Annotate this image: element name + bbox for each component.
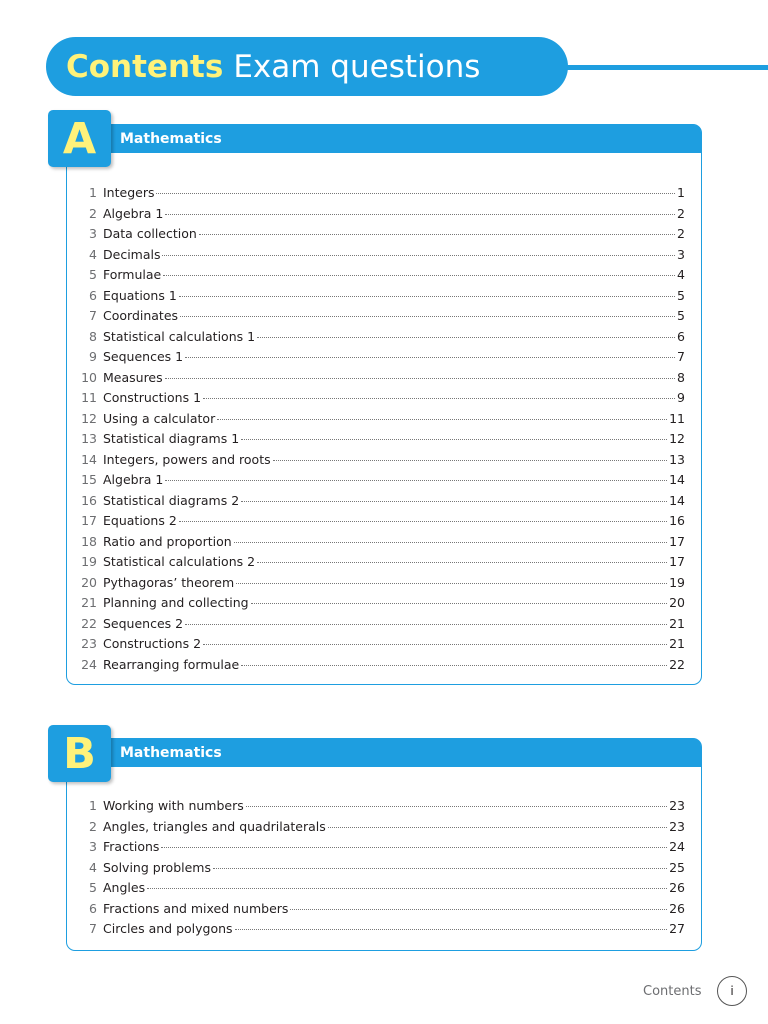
entry-number: 2 <box>89 818 97 834</box>
dot-leader <box>203 644 667 645</box>
entry-page: 5 <box>677 308 685 323</box>
entry-title: Statistical diagrams 1 <box>103 431 240 446</box>
entry-number: 4 <box>89 246 97 262</box>
toc-entry[interactable] <box>80 860 685 881</box>
entry-page: 20 <box>669 595 685 610</box>
entry-page: 16 <box>669 513 685 528</box>
entry-page: 9 <box>677 390 685 405</box>
dot-leader <box>185 624 667 625</box>
dot-leader <box>162 255 675 256</box>
entry-page: 26 <box>669 880 685 895</box>
entry-title: Data collection <box>103 226 197 241</box>
entry-title: Algebra 1 <box>103 472 164 487</box>
toc-entry[interactable] <box>80 657 685 678</box>
dot-leader <box>165 378 675 379</box>
entry-number: 6 <box>89 287 97 303</box>
entry-number: 3 <box>89 839 97 854</box>
section-heading: Mathematics <box>67 739 701 767</box>
toc-entry[interactable] <box>80 493 685 514</box>
entry-number: 16 <box>81 492 97 508</box>
toc-list <box>80 185 685 677</box>
toc-entry[interactable] <box>80 370 685 391</box>
entry-number: 1 <box>89 185 97 200</box>
dot-leader <box>165 480 667 481</box>
entry-number: 12 <box>81 410 97 426</box>
toc-entry[interactable] <box>80 308 685 329</box>
dot-leader <box>257 337 675 338</box>
toc-entry[interactable] <box>80 329 685 350</box>
entry-title: Ratio and proportion <box>103 533 232 549</box>
dot-leader <box>236 583 667 584</box>
entry-number: 1 <box>89 798 97 813</box>
title-rule <box>560 65 768 70</box>
entry-title: Circles and polygons <box>103 921 233 936</box>
entry-title: Measures <box>103 369 163 385</box>
dot-leader <box>241 439 667 440</box>
entry-number: 19 <box>81 554 97 569</box>
entry-page: 4 <box>677 267 685 282</box>
page-title-highlight: Contents <box>66 48 224 85</box>
toc-entry[interactable] <box>80 185 685 206</box>
entry-number: 5 <box>89 267 97 282</box>
toc-entry[interactable] <box>80 554 685 575</box>
dot-leader <box>199 234 675 235</box>
entry-title: Rearranging formulae <box>103 656 240 672</box>
dot-leader <box>203 398 675 399</box>
toc-entry[interactable] <box>80 431 685 452</box>
toc-entry[interactable] <box>80 206 685 227</box>
toc-list <box>80 798 685 942</box>
entry-page: 2 <box>677 205 685 221</box>
dot-leader <box>241 665 667 666</box>
entry-page: 21 <box>669 636 685 651</box>
dot-leader <box>165 214 675 215</box>
entry-page: 25 <box>669 859 685 875</box>
toc-entry[interactable] <box>80 349 685 370</box>
entry-number: 21 <box>81 595 97 610</box>
entry-page: 22 <box>669 656 685 672</box>
entry-page: 27 <box>669 921 685 936</box>
entry-title: Solving problems <box>103 859 211 875</box>
entry-number: 13 <box>81 431 97 446</box>
toc-entry[interactable] <box>80 636 685 657</box>
toc-entry[interactable] <box>80 288 685 309</box>
dot-leader <box>235 929 668 930</box>
entry-title: Statistical calculations 1 <box>103 328 256 344</box>
entry-title: Angles <box>103 880 146 895</box>
entry-number: 7 <box>89 308 97 323</box>
section-heading: Mathematics <box>67 125 701 153</box>
dot-leader <box>328 827 667 828</box>
entry-number: 11 <box>81 390 97 405</box>
dot-leader <box>180 316 675 317</box>
entry-number: 2 <box>89 205 97 221</box>
entry-page: 23 <box>669 798 685 813</box>
entry-title: Sequences 2 <box>103 615 184 631</box>
entry-number: 14 <box>81 451 97 467</box>
entry-title: Fractions <box>103 839 160 854</box>
toc-entry[interactable] <box>80 819 685 840</box>
toc-entry[interactable] <box>80 921 685 942</box>
toc-entry[interactable] <box>80 472 685 493</box>
entry-number: 22 <box>81 615 97 631</box>
entry-number: 15 <box>81 472 97 487</box>
entry-title: Equations 1 <box>103 287 177 303</box>
entry-page: 17 <box>669 533 685 549</box>
toc-entry[interactable] <box>80 247 685 268</box>
entry-page: 26 <box>669 900 685 916</box>
section-a <box>66 124 702 685</box>
page-title: Exam questions <box>233 48 481 85</box>
toc-entry[interactable] <box>80 226 685 247</box>
entry-number: 4 <box>89 859 97 875</box>
dot-leader <box>241 501 667 502</box>
toc-entry[interactable] <box>80 575 685 596</box>
dot-leader <box>234 542 667 543</box>
entry-page: 8 <box>677 369 685 385</box>
toc-entry[interactable] <box>80 534 685 555</box>
footer-label: Contents <box>643 984 702 999</box>
dot-leader <box>246 806 667 807</box>
entry-title: Sequences 1 <box>103 349 184 364</box>
entry-number: 3 <box>89 226 97 241</box>
toc-entry[interactable] <box>80 880 685 901</box>
dot-leader <box>273 460 667 461</box>
dot-leader <box>179 521 667 522</box>
dot-leader <box>213 868 667 869</box>
entry-number: 6 <box>89 900 97 916</box>
entry-page: 11 <box>669 410 685 426</box>
dot-leader <box>161 847 667 848</box>
entry-page: 6 <box>677 328 685 344</box>
entry-number: 7 <box>89 921 97 936</box>
entry-title: Statistical calculations 2 <box>103 554 256 569</box>
entry-number: 24 <box>81 656 97 672</box>
entry-page: 13 <box>669 451 685 467</box>
entry-page: 12 <box>669 431 685 446</box>
dot-leader <box>251 603 668 604</box>
toc-entry[interactable] <box>80 595 685 616</box>
toc-entry[interactable] <box>80 411 685 432</box>
entry-page: 3 <box>677 246 685 262</box>
entry-page: 7 <box>677 349 685 364</box>
entry-page: 2 <box>677 226 685 241</box>
entry-title: Integers <box>103 185 155 200</box>
entry-title: Pythagoras’ theorem <box>103 574 235 590</box>
entry-title: Statistical diagrams 2 <box>103 492 240 508</box>
entry-page: 1 <box>677 185 685 200</box>
entry-number: 9 <box>89 349 97 364</box>
dot-leader <box>156 193 675 194</box>
entry-page: 14 <box>669 472 685 487</box>
entry-page: 21 <box>669 615 685 631</box>
toc-entry[interactable] <box>80 616 685 637</box>
dot-leader <box>290 909 667 910</box>
entry-title: Working with numbers <box>103 798 244 813</box>
section-letter-badge: A <box>48 110 111 167</box>
entry-number: 8 <box>89 328 97 344</box>
page-number: i <box>717 976 747 1006</box>
entry-page: 5 <box>677 287 685 303</box>
entry-title: Fractions and mixed numbers <box>103 900 289 916</box>
dot-leader <box>257 562 667 563</box>
toc-entry[interactable] <box>80 267 685 288</box>
entry-page: 24 <box>669 839 685 854</box>
section-b <box>66 738 702 951</box>
toc-entry[interactable] <box>80 513 685 534</box>
entry-title: Decimals <box>103 246 161 262</box>
toc-entry[interactable] <box>80 798 685 819</box>
entry-number: 5 <box>89 880 97 895</box>
entry-page: 23 <box>669 818 685 834</box>
section-letter-badge: B <box>48 725 111 782</box>
entry-number: 17 <box>81 513 97 528</box>
toc-entry[interactable] <box>80 390 685 411</box>
dot-leader <box>217 419 667 420</box>
dot-leader <box>179 296 675 297</box>
entry-page: 19 <box>669 574 685 590</box>
entry-title: Constructions 1 <box>103 390 202 405</box>
entry-title: Formulae <box>103 267 162 282</box>
entry-number: 18 <box>81 533 97 549</box>
entry-title: Equations 2 <box>103 513 177 528</box>
entry-title: Algebra 1 <box>103 205 164 221</box>
entry-page: 17 <box>669 554 685 569</box>
entry-title: Integers, powers and roots <box>103 451 271 467</box>
toc-entry[interactable] <box>80 839 685 860</box>
dot-leader <box>147 888 667 889</box>
dot-leader <box>185 357 675 358</box>
entry-title: Constructions 2 <box>103 636 202 651</box>
entry-title: Using a calculator <box>103 410 216 426</box>
entry-title: Planning and collecting <box>103 595 249 610</box>
dot-leader <box>163 275 675 276</box>
entry-title: Coordinates <box>103 308 179 323</box>
entry-number: 23 <box>81 636 97 651</box>
entry-title: Angles, triangles and quadrilaterals <box>103 818 326 834</box>
entry-number: 20 <box>81 574 97 590</box>
entry-number: 10 <box>81 369 97 385</box>
toc-entry[interactable] <box>80 901 685 922</box>
page-title-bar <box>46 37 568 96</box>
toc-entry[interactable] <box>80 452 685 473</box>
entry-page: 14 <box>669 492 685 508</box>
